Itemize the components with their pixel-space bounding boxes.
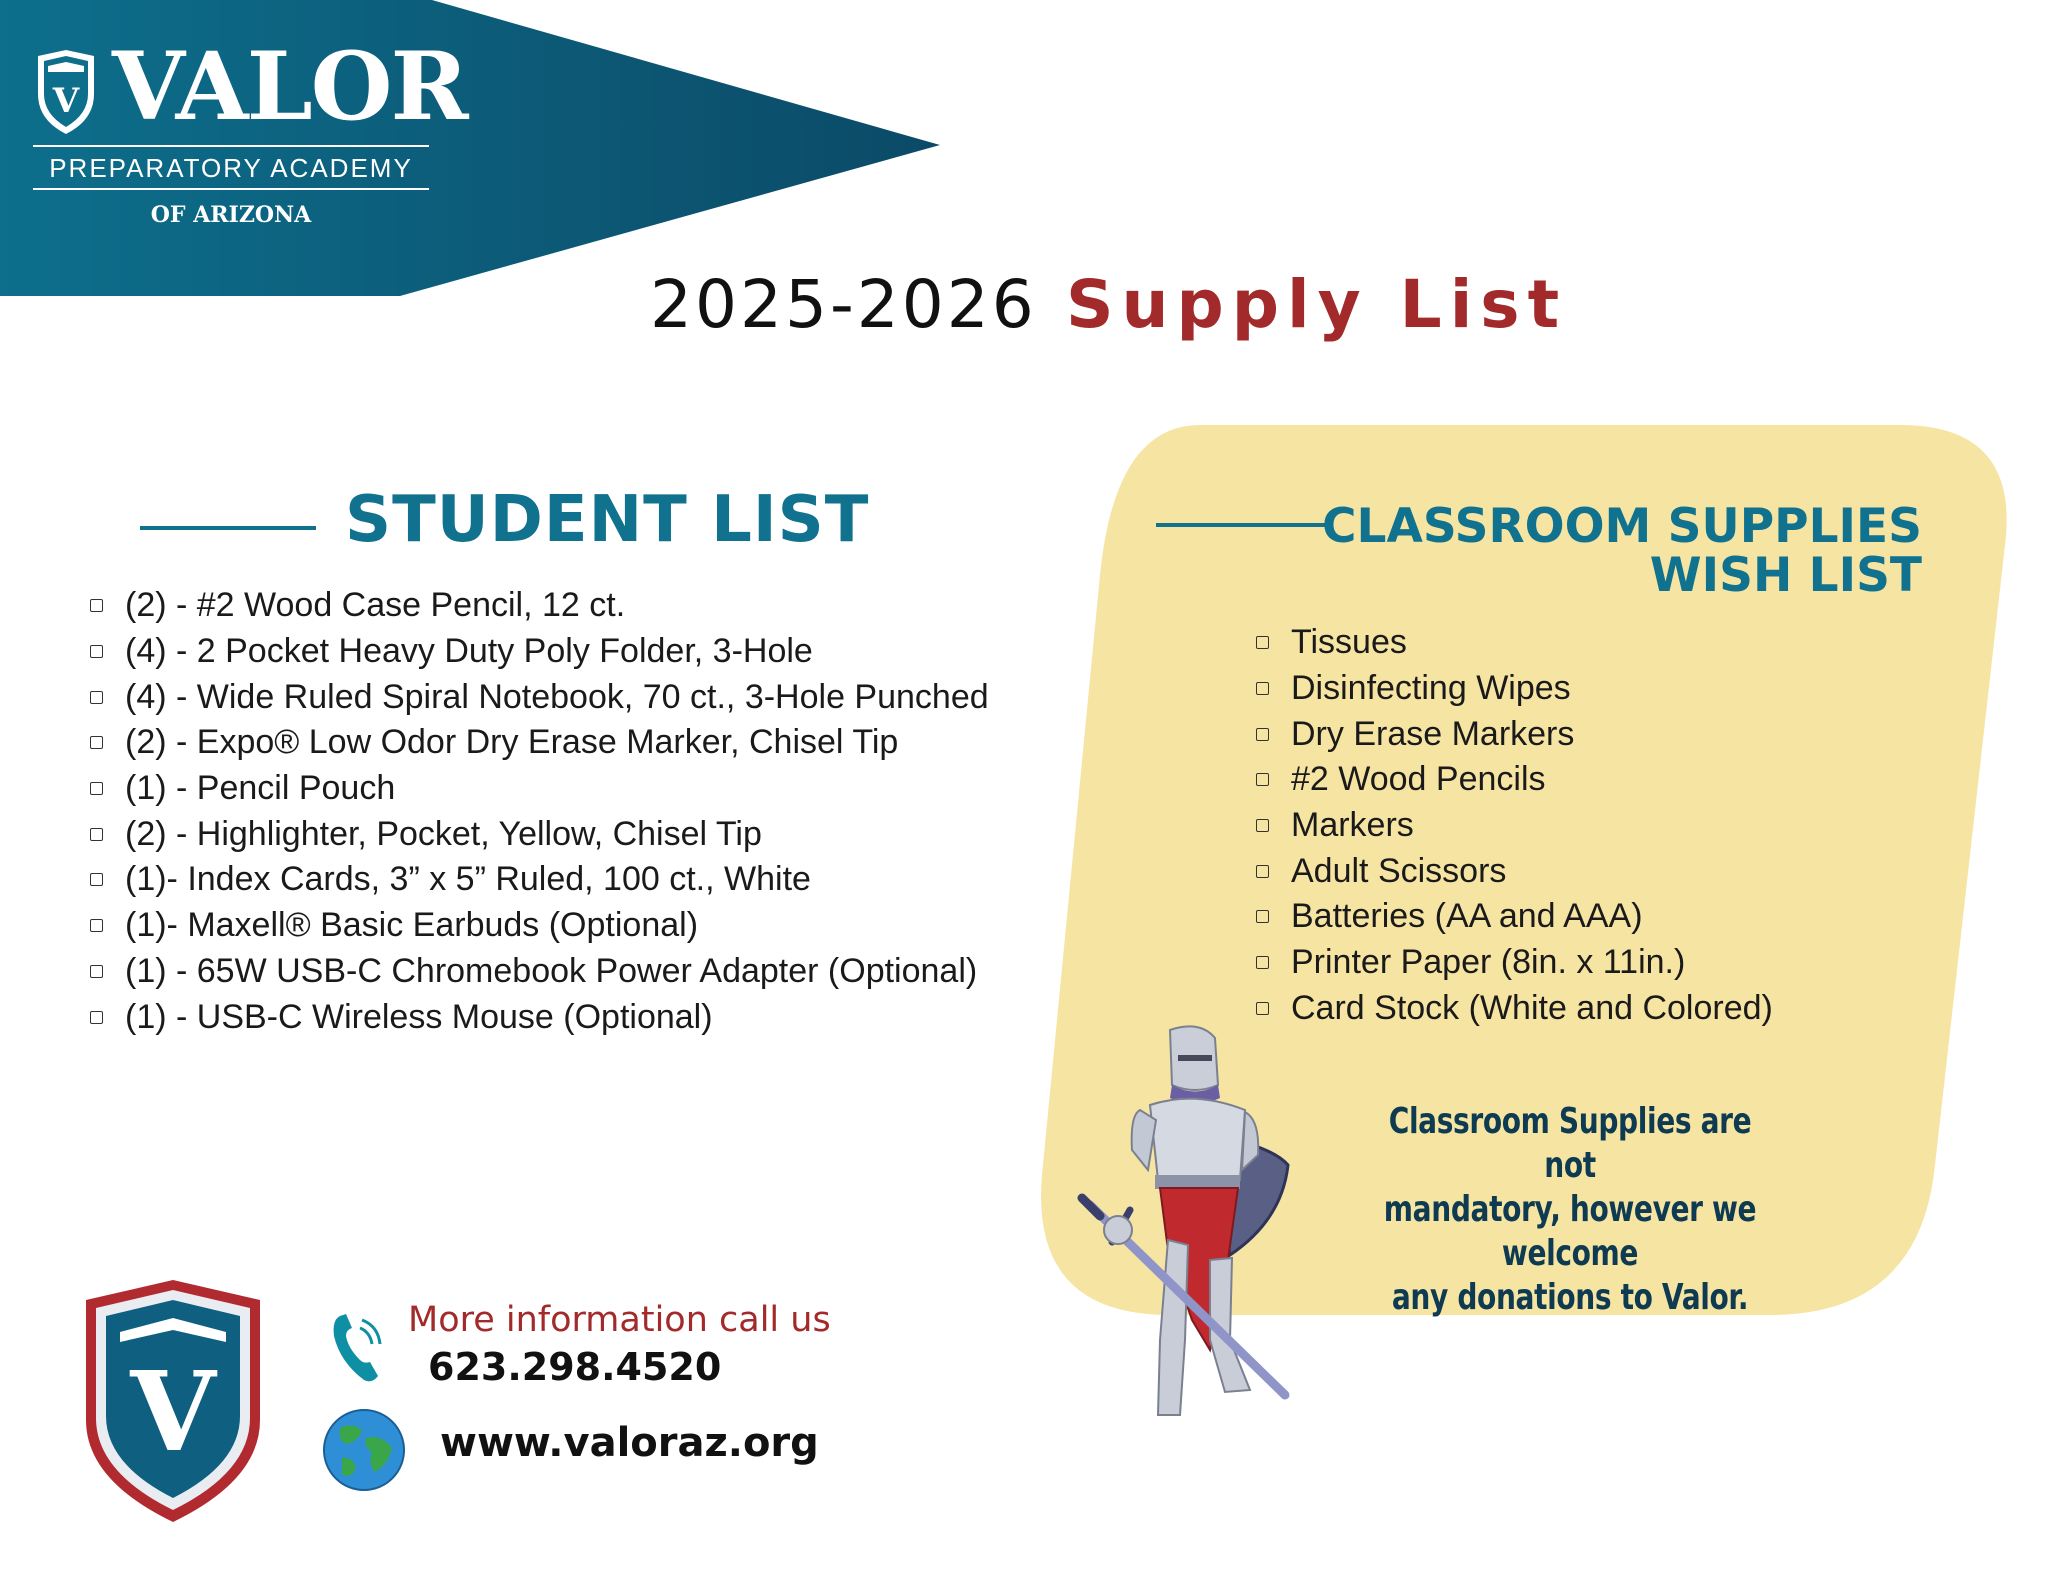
student-list-item — [90, 766, 989, 812]
checkbox-icon — [90, 1011, 103, 1024]
checkbox-icon — [90, 873, 103, 886]
item-label: (1)- Maxell® Basic Earbuds (Optional) — [125, 906, 699, 945]
note-line: mandatory, however we welcome — [1383, 1189, 1757, 1274]
student-list — [90, 583, 989, 1040]
wish-list — [1256, 620, 1773, 1031]
item-label: Tissues — [1291, 623, 1407, 662]
checkbox-icon — [1256, 682, 1269, 695]
item-label: (2) - Highlighter, Pocket, Yellow, Chisel Tip — [125, 814, 762, 853]
item-label: (1) - USB-C Wireless Mouse (Optional) — [125, 997, 713, 1036]
logo-shield-icon — [34, 50, 98, 136]
page-title: Supply List — [1066, 266, 1568, 343]
wish-list-item — [1256, 803, 1773, 849]
item-label: Batteries (AA and AAA) — [1291, 897, 1643, 936]
footer-shield-icon — [80, 1280, 266, 1522]
note-line: Classroom Supplies are not — [1388, 1101, 1752, 1186]
wish-list-item — [1256, 940, 1773, 986]
item-label: Dry Erase Markers — [1291, 714, 1575, 753]
item-label: Card Stock (White and Colored) — [1291, 988, 1773, 1027]
note-line: any donations to Valor. — [1391, 1277, 1749, 1318]
item-label: (1)- Index Cards, 3” x 5” Ruled, 100 ct., White — [125, 860, 811, 899]
wish-list-item — [1256, 848, 1773, 894]
logo-shield-letter: V — [52, 81, 80, 121]
student-list-item — [90, 949, 989, 995]
checkbox-icon — [90, 919, 103, 932]
wish-list-item — [1256, 986, 1773, 1032]
student-list-item — [90, 583, 989, 629]
knight-illustration — [1060, 1020, 1320, 1440]
checkbox-icon — [1256, 910, 1269, 923]
checkbox-icon — [90, 691, 103, 704]
checkbox-icon — [90, 828, 103, 841]
checkbox-icon — [1256, 819, 1269, 832]
wish-heading-line2: WISH LIST — [1649, 548, 1922, 603]
item-label: Printer Paper (8in. x 11in.) — [1291, 943, 1686, 982]
item-label: #2 Wood Pencils — [1291, 760, 1546, 799]
checkbox-icon — [1256, 956, 1269, 969]
wish-heading-line1: CLASSROOM SUPPLIES — [1322, 499, 1922, 554]
checkbox-icon — [90, 736, 103, 749]
student-list-item — [90, 903, 989, 949]
student-list-heading: STUDENT LIST — [345, 483, 870, 557]
item-label: Adult Scissors — [1291, 851, 1507, 890]
item-label: (2) - Expo® Low Odor Dry Erase Marker, Chisel Tip — [125, 723, 899, 762]
logo-divider-bottom — [33, 188, 429, 190]
more-info-text: More information call us — [408, 1300, 831, 1340]
item-label: (2) - #2 Wood Case Pencil, 12 ct. — [125, 586, 626, 625]
student-list-item — [90, 994, 989, 1040]
title-year: 2025-2026 — [650, 266, 1037, 343]
footer-shield-letter: V — [130, 1347, 216, 1476]
checkbox-icon — [1256, 636, 1269, 649]
globe-icon — [322, 1408, 406, 1492]
logo-name: VALOR — [112, 32, 467, 142]
wish-list-item — [1256, 711, 1773, 757]
student-list-item — [90, 811, 989, 857]
wish-list-heading — [1300, 499, 1922, 603]
logo-subtitle: PREPARATORY ACADEMY — [49, 153, 413, 183]
item-label: (1) - Pencil Pouch — [125, 769, 396, 808]
item-label: Markers — [1291, 806, 1414, 845]
item-label: Disinfecting Wipes — [1291, 669, 1571, 708]
donation-note — [1367, 1100, 1773, 1320]
checkbox-icon — [1256, 865, 1269, 878]
wish-list-item — [1256, 894, 1773, 940]
checkbox-icon — [1256, 773, 1269, 786]
checkbox-icon — [1256, 728, 1269, 741]
checkbox-icon — [90, 782, 103, 795]
student-list-item — [90, 857, 989, 903]
checkbox-icon — [90, 965, 103, 978]
checkbox-icon — [90, 599, 103, 612]
student-heading-rule — [140, 526, 316, 530]
item-label: (4) - 2 Pocket Heavy Duty Poly Folder, 3-Hole — [125, 632, 813, 671]
item-label: (4) - Wide Ruled Spiral Notebook, 70 ct., 3-Hole Punched — [125, 677, 989, 716]
wish-list-item — [1256, 620, 1773, 666]
wish-list-item — [1256, 757, 1773, 803]
phone-number[interactable]: 623.298.4520 — [428, 1345, 722, 1389]
item-label: (1) - 65W USB-C Chromebook Power Adapter (Optional) — [125, 951, 978, 990]
checkbox-icon — [90, 645, 103, 658]
student-list-item — [90, 720, 989, 766]
checkbox-icon — [1256, 1002, 1269, 1015]
student-list-item — [90, 629, 989, 675]
logo-divider-top — [33, 145, 429, 147]
website-link[interactable]: www.valoraz.org — [440, 1420, 819, 1466]
phone-icon — [330, 1310, 384, 1384]
logo-location: OF ARIZONA — [150, 202, 312, 228]
student-list-item — [90, 674, 989, 720]
wish-list-item — [1256, 666, 1773, 712]
